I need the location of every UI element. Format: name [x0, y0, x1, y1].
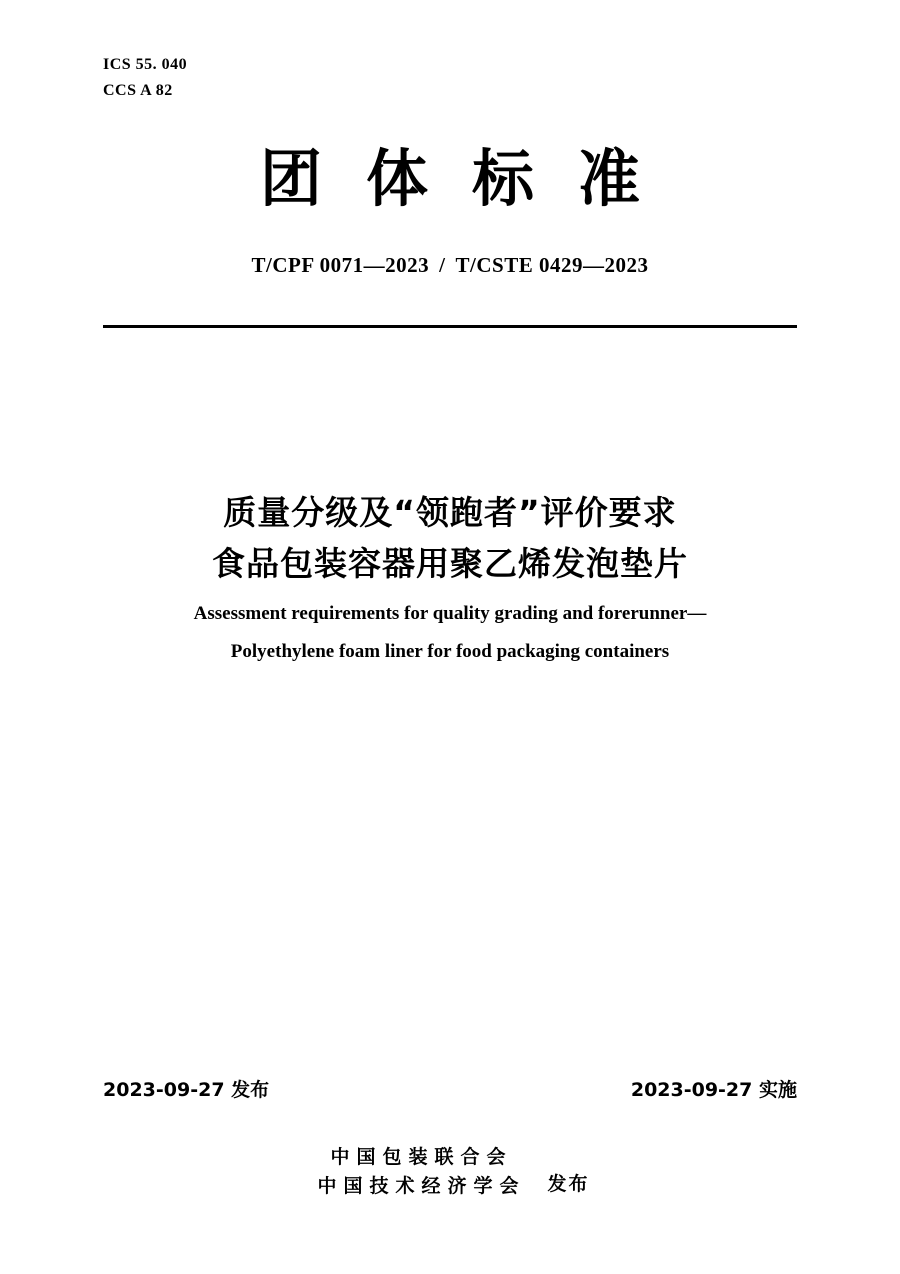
- title-cn-line-1: 质量分级及“领跑者”评价要求: [223, 493, 677, 532]
- standard-number-secondary: T/CSTE 0429—2023: [455, 253, 649, 277]
- ics-code: ICS 55. 040: [103, 56, 188, 73]
- document-title-block: [0, 487, 900, 665]
- effective-date: 2023-09-27 实施: [630, 1079, 797, 1101]
- ccs-code: CCS A 82: [103, 82, 173, 99]
- classification-codes: [103, 52, 187, 104]
- standard-number-primary: T/CPF 0071—2023: [251, 253, 430, 277]
- publisher-block: [0, 1143, 900, 1201]
- title-en-line-1: Assessment requirements for quality grading and forerunner—: [193, 603, 707, 624]
- standard-numbers: [0, 253, 900, 278]
- title-en-line-2: Polyethylene foam liner for food packaging containers: [230, 641, 670, 662]
- publisher-organizations: [310, 1143, 525, 1201]
- publisher-org-line-2: 中国技术经济学会: [317, 1175, 526, 1197]
- title-cn-line-2: 食品包装容器用聚乙烯发泡垫片: [212, 544, 688, 583]
- standard-number-separator: /: [439, 253, 446, 277]
- series-title: 团体标准: [259, 142, 684, 215]
- issue-date: 2023-09-27 发布: [103, 1079, 270, 1101]
- date-row: [103, 1075, 797, 1102]
- publisher-org-line-1: 中国包装联合会: [330, 1146, 513, 1168]
- publish-label: 发布: [547, 1172, 590, 1195]
- header-divider: [103, 325, 797, 328]
